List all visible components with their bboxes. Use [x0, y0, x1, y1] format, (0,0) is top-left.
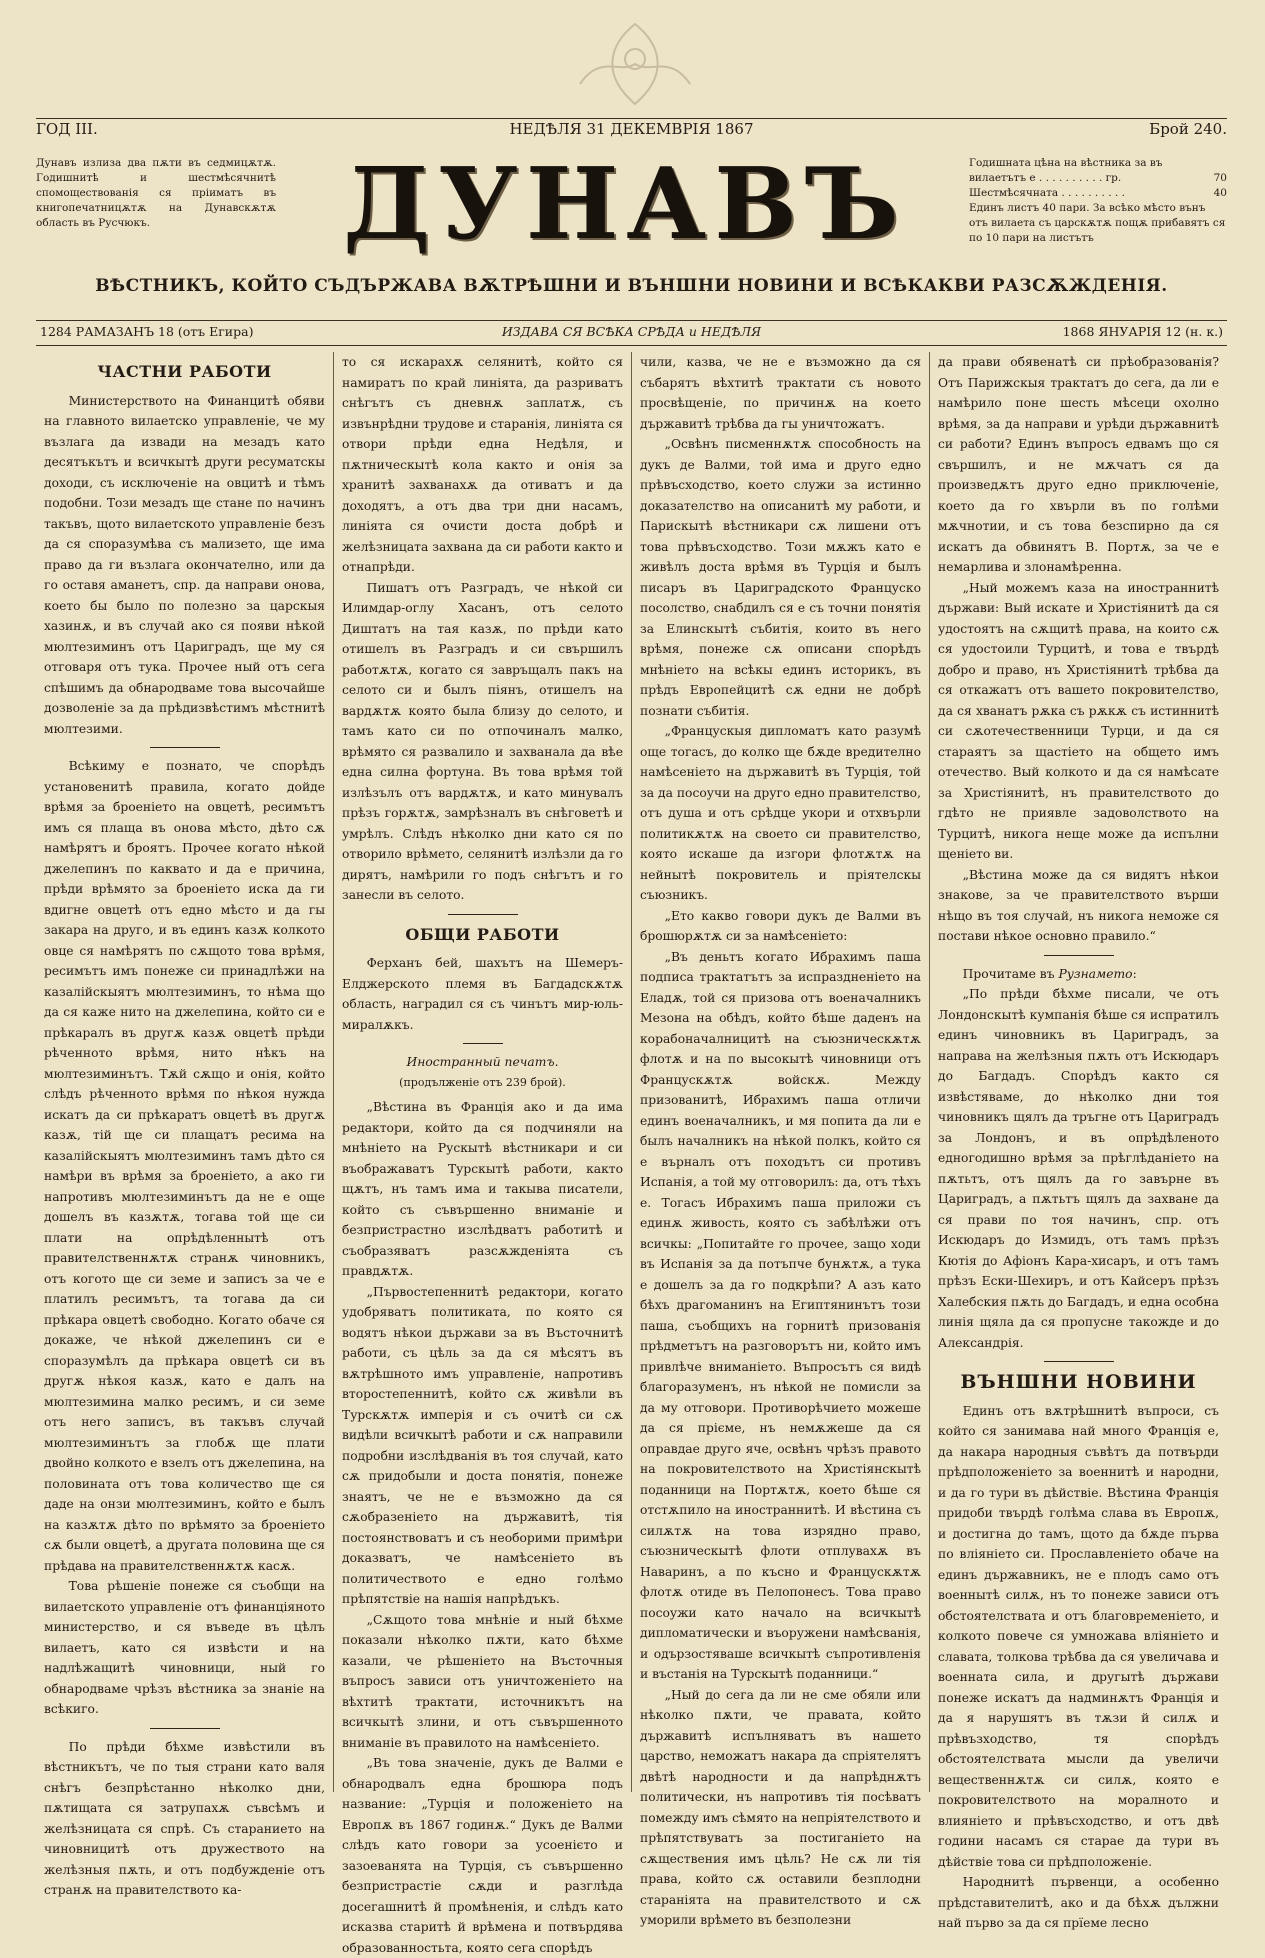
section-heading-general: ОБЩИ РАБОТИ	[405, 924, 560, 944]
article-paragraph: да прави обявенатѣ си прѣобразованія? Отъ Парижскыя трактатъ до сега, да ли е намѣрило поне шесть мѣсеци охолно врѣмя, за да направи и урѣди държавнитѣ си работи? Единъ въпросъ едвамъ що ся свършилъ, и не мѫчатъ ся да произведѫтъ друго едно приключеніе, което да го хвърли въ по голѣми мѫчнотии, и съ това безспирно да ся искатъ да обвинятъ В. Портѫ, за че е немарлива и злонамѣренна.	[938, 355, 1219, 574]
divider	[1044, 1361, 1114, 1362]
column-1	[36, 352, 334, 1897]
article-paragraph: „Вѣстина въ Франція ако и да има редактори, който да ся подчиняли на мнѣніето на Рускытѣ вѣстникари и си въображаватъ Турскытѣ работи, както щѫтъ, нъ тамъ има и такыва писатели, който съ съвършенно вниманіе и безпристрастно изслѣдватъ работитѣ и съобразяватъ разсѫжденіята съ правдѫтѫ.	[342, 1100, 623, 1278]
article-paragraph: Всѣкиму е познато, че спорѣдъ установенитѣ правила, когато дойде врѣмя за броеніето на овцетѣ, ресимътъ имъ ся плаща въ онова мѣсто, дѣто сѫ намѣрятъ и броятъ. Прочее когато нѣкой джелепинъ по каквато и да е причина, прѣди врѣмято за броеніето иска да ги вдигне овцетѣ отъ едно мѣсто и да гы закара на друго, и въ единъ казѫ колкото овце ся намѣрятъ по сѫщото това врѣмя, ресимътъ имъ понеже си принадлѣжи на казалійскыятъ мюлтезиминъ, то нѣма що да ся каже нито на джелепина, който си е прѣкаралъ въ другѫ казѫ овцетѣ прѣди рѣченното врѣмя, нито нѣкъ на мюлтезиминътъ. Тѫй сѫщо и онія, който слѣдъ рѣченното врѣмя по нѣкоя нужда искатъ да си прѣкаратъ овцетѣ въ другѫ казѫ, тій ще си плащатъ ресима на казалійскыятъ мюлтезиминъ тамъ дѣто ся намѣри въ врѣмя за броеніето, а ако ги напротивъ мюлтезиминътъ да не е още дошелъ въ казѫтѫ, тогава той ще си плати на опрѣдѣленнытѣ отъ правителственнѫтѫ странѫ чиновникъ, отъ когото ще си земе и записъ за че е платилъ ресимътъ, та тогава да си прѣкара овцетѣ свободно. Когато обаче ся докаже, че нѣкой джелепинъ си е споразумѣлъ да прѣкара овцетѣ си въ другѫ нѣкоя казѫ, като е далъ на мюлтезимина малко ресимъ, и си земе отъ него записъ, въ такъвъ случай мюлтезиминътъ за глобѫ ще плати двойно колкото е взелъ отъ джелепина, на половината отъ това количество ще ся даде на онзи мюлтезиминъ, който е былъ на казѫтѫ дѣто по врѣмято за броеніето сѫ были овцетѣ, а другата половина ще ся прѣдава на правителственнѫтѫ касѫ.	[44, 759, 325, 1573]
article-paragraph: Министерството на Финанцитѣ обяви на главното вилаетско управленіе, че му възлага да извади на мезадъ като десятъкътъ и всичкытѣ други ресуматскы доходи, съ исключеніе на овцитѣ и тѣмъ подобни. Този мезадъ ще стане по начинъ такъвъ, щото вилаетското управленіе безъ да ся споразумѣва съ мализето, ще има право да ги възлага окончателно, или да го оставя аманетъ, спр. да направи онова, което бы было по полезно за царскыя хазинѫ, и въ случай ако ся появи нѣкой мюлтезиминъ отъ Цариградъ, ще му ся отговаря отъ тука. Прочее ный отъ сега спѣшимъ да обнародваме това высочайше дозволеніе за да прѣдизвѣстимъ мѣстнитѣ мюлтезими.	[44, 393, 325, 736]
intro-colon: :	[1132, 966, 1137, 981]
price-halfyear-value: 40	[1213, 187, 1227, 199]
article-paragraph: чили, казва, че не е възможно да ся събарятъ вѣхтитѣ трактати съ новото просвѣщеніе, по причинѫ на което държавитѣ трѣбва да гы уничтожатъ.	[640, 355, 921, 431]
price-row-annual	[969, 171, 1227, 186]
article-paragraph: „Освѣнъ писменнѫтѫ способность на дукъ де Валми, той има и друго едно прѣвъсходство, което служи за истинно доказателство на описанитѣ му работи, и Парискытѣ вѣстникари сѫ лишени отъ това прѣвъсходство. Този мѫжъ като е живѣлъ доста врѣмя въ Турція и былъ писаръ въ Цариградското Францускo посолство, снабдилъ ся е съ точни понятія за Елинскытѣ събитія, които въ него врѣмя, понеже сѫ описани спорѣдъ мнѣніето на всѣкы единъ историкъ, въ прѣдъ Европейцитѣ сѫ едни не добрѣ познати събитія.	[640, 437, 921, 718]
price-row-halfyear	[969, 186, 1227, 201]
crest-ornament-icon	[540, 14, 730, 114]
top-line	[36, 120, 1227, 142]
article-paragraph: „Първостепеннитѣ редактори, когато удобряватъ политиката, по която ся водятъ нѣкои държави за въ Въсточнитѣ работи, съ цѣль за да ся мѣсятъ въ вѫтрѣшното имъ управленіе, напротивъ второстепеннитѣ, който сѫ живѣли въ Турскѫтѫ имперія и съ очитѣ си сѫ видѣли всичкытѣ работи и сѫ направили подробни изслѣдванія въ тоя случай, като сѫ придобыли и доста понятія, понеже знаятъ, че не е възможно да ся сѫобразеніето на държавитѣ, тія постоянствоватъ и съ необорими примѣри доказватъ, че намѣсеніето въ политичеството е едно голѣмо прѣпятствіе на нашія напрѣдъкъ.	[342, 1284, 623, 1606]
article-paragraph: Ферханъ бей, шахътъ на Шемеръ-Елджерското племя въ Багдадскѫтѫ область, наградил ся съ чинътъ мир-юль-миралѫкъ.	[342, 956, 623, 1032]
newspaper-title: ДУНАВЪ	[343, 147, 907, 262]
article-paragraph: „Ный до сега да ли не сме обяли или нѣколко пѫти, че правата, който държавитѣ испълняватъ въ нашето царство, неможатъ накара да спріятелятъ двѣтѣ народности и да напрѣднѫтъ политически, нъ напротивъ тія посѣватъ помежду имъ сѣмято на непріятелството и прѣпятствуватъ за постиганіето на сѫществения имъ цѣль? Не сѫ ли тія права, който сѫ оставили безплодни стараніята на правителството и сѫ уморили врѣмето въ безполезни	[640, 1687, 921, 1927]
article-paragraph: Единъ отъ вѫтрѣшнитѣ въпроси, съ който ся занимава най много Франція е, да накара народныя съвѣтъ да потвърди прѣдположеніето за военнитѣ и народни, и да го тури въ дѣйствіе. Вѣстина Франція придоби твърдѣ голѣма слава въ Европѫ, и достигна до тамъ, щото да бѫде първа по вліяніето си. Прославленіето обаче на единъ държавникъ, не е плодъ само отъ военнытѣ силѫ, нъ то понеже зависи отъ обстоятелствата и отъ благовременіето, и колкото повече ся умножава вліяніето и славата, толкова трѣбва да ся увеличава и военната сила, и другытѣ държави понеже искатъ да надминѫтъ Франція и да я нарушятъ въ тѫзи й силѫ и прѣвъзходство, тя спорѣдъ обстоятелствата мысли да увеличи вещественнѫтѫ си силѫ, която е покровителството на моралното и влияніето и прѣвъсходство, и отъ двѣ години насамъ ся старае да тури въ дѣйствіе това си прѣдположеніе.	[938, 1403, 1219, 1869]
article-paragraph: Народнитѣ първенци, а особенно прѣдставителитѣ, ако и да бѣхѫ дължни най първо за да ся прїеме лесно	[938, 1875, 1219, 1930]
price-line-1: Годишната цѣна на вѣстника за въ	[969, 157, 1163, 169]
section-heading-private: ЧАСТНИ РАБОТИ	[97, 362, 272, 381]
continuation-note: (продълженіе отъ 239 брой).	[399, 1075, 566, 1089]
article-paragraph: „Сѫщото това мнѣніе и ный бѣхме показали нѣколко пѫти, като бѣхме казали, че рѣшеніето на Въсточныя въпросъ зависи отъ уничтоженіето на вѣхтитѣ трактати, источникътъ на всичкытѣ злини, и отъ съвършенното вниманіе въ правилото на намѣсеніето.	[342, 1612, 623, 1750]
divider	[150, 747, 220, 748]
issue-date: НЕДѢЛЯ 31 ДЕКЕМВРІЯ 1867	[509, 120, 754, 138]
article-paragraph: то ся искарахѫ селянитѣ, който ся намиратъ по край линіята, да разриватъ снѣгътъ съ дневнѫ заплатѫ, съ извънрѣдни трудове и старанія, линіята ся отвори прѣди една Недѣля, и пѫтническытѣ кола както и онія за хранитѣ захванахѫ да отиватъ и да доходятъ, а отъ два три дни насамъ, линіята ся очисти доста добрѣ и желѣзницата захвана да си работи както и отнапрѣди.	[342, 355, 623, 574]
price-annual-label: вилаетътъ е . . . . . . . . . . гр.	[969, 172, 1122, 184]
dateline-bar	[36, 320, 1227, 346]
divider	[1044, 955, 1114, 956]
gregorian-date: 1868 ЯНУАРІЯ 12 (н. к.)	[1062, 324, 1223, 339]
divider	[463, 1043, 503, 1044]
article-paragraph: „Вѣстина може да ся видятъ нѣкои знакове, за че правителството върши нѣщо въ тоя случай, нъ никога неможе ся постави нѣкое основно правило.“	[938, 867, 1219, 943]
top-rule	[36, 118, 1227, 119]
issue-number: Брой 240.	[1149, 120, 1227, 138]
price-line-4: Единъ листъ 40 пари. За всѣко мѣсто вънъ отъ вилаета съ царскѫтѫ пощѫ прибавятъ ся по 10 пари на листътъ	[969, 202, 1226, 244]
divider	[448, 914, 518, 915]
hijri-date: 1284 РАМАЗАНЪ 18 (отъ Егира)	[40, 324, 254, 339]
price-annual-value: 70	[1213, 172, 1227, 184]
publication-schedule: ИЗДАВА СЯ ВСѢКА СРѢДА и НЕДѢЛЯ	[501, 324, 762, 339]
article-paragraph-intro	[938, 964, 1219, 985]
masthead	[36, 148, 1227, 318]
article-paragraph: Пишатъ отъ Разградъ, че нѣкой си Илимдар-оглу Хасанъ, отъ селото Диштатъ на тая казѫ, по прѣди като отишелъ въ Разградъ и си свършилъ работѫтѫ, когато ся завръщалъ пакъ на селото си и былъ піянъ, отишелъ на вардѫтѫ която была близу до селото, и тамъ като си по отпочиналъ малко, врѣмято ся развалило и захванала да вѣе една силна фортуна. Въ това врѣмя той излѣзълъ отъ вардѫтѫ, и като минувалъ прѣзъ горѫтѫ, замрѣзналъ въ снѣговетѣ и умрѣлъ. Слѣдъ нѣколко дни като ся по отворило врѣмето, селянитѣ излѣзли да го дирятъ, намѣрили го подъ снѣгътъ и го занесли въ селото.	[342, 580, 623, 902]
section-heading-foreign: ВЪНШНИ НОВИНИ	[960, 1371, 1197, 1393]
article-paragraph: „Въ деньтъ когато Ибрахимъ паша подписа трактатътъ за испраздненіето на Еладѫ, той ся призова отъ военачалникъ Мезона на обѣдъ, който бѣше даденъ на корабоначалницитѣ на съюзническѫтѫ флотѫ и на по высокытѣ чиновници отъ Францускѫтѫ войскѫ. Между призованитѣ, Ибрахимъ паша отличи единъ военачалникъ, и мя попита да ли е былъ началникъ на нѣкой полкъ, който ся е върналъ отъ походътъ си противъ Испанія, а той му отговорилъ: да, отъ тѣхъ е. Тогасъ Ибрахимъ паша приложи съ единѫ живость, която съ забѣлѣжи отъ всичкы: „Попитайте го прочее, защо ходи въ Испанія за да потъпче бунѫтѫ, а тука е дошелъ за да го подкрѣпи? А азъ като бѣхъ драгоманинъ на Египтянинътъ този паша, съобщихъ на горнитѣ призованія прѣдметътъ на разговорътъ ни, който имъ привлѣче вниманіето. Въпросътъ ся видѣ благоразуменъ, нъ нѣкой не помисли за да му отговори. Противорѣчието можеше да ся прієме, нъ немѫжеше да ся оправдае друго яче, освѣнъ чрѣзъ правото на покровителството на Христіянскытѣ поданници на Портѫтѫ, което бѣше ся отстѫпило на иностраннитѣ. И вѣстина съ силѫтѫ на това изрядно право, съюзническытѣ флоти отплувахѫ въ Наваринъ, а по късно и Францускѫтѫ флотѫ отиде въ Пелопонесъ. Това право посоужи като начало на всичкытѣ дипломатически и въоружени намѣсванія, и одързостяваше всичкытѣ съпротивленія и въстанія на Турскытѣ поданници.“	[640, 949, 921, 1681]
year-label: ГОД III.	[36, 120, 98, 138]
price-halfyear-label: Шестмѣсячната . . . . . . . . . .	[969, 187, 1125, 199]
divider	[150, 1728, 220, 1729]
foreign-press-label: Иностранный печатъ.	[406, 1055, 559, 1069]
intro-text: Прочитаме въ	[962, 966, 1059, 981]
subscription-prices	[969, 156, 1227, 246]
article-paragraph: „По прѣди бѣхме писали, че отъ Лондонскытѣ кумпанія бѣше ся испратилъ единъ чиновникъ въ Цариградъ, за направа на желѣзныя пѫть отъ Искюдаръ до Багдадъ. Спорѣдъ както ся извѣстяваме, до нѣколко дни тоя чиновникъ щялъ да тръгне отъ Цариградъ за Лондонъ, и въ опрѣдѣленото едногодишно врѣмя за прѣглѣданіето на пѫтьтъ, отъ щялъ да го завърне въ Цариградъ, а пѫтьтъ щялъ да захване да ся прави по тоя начинъ, спр. отъ Искюдаръ до Измидъ, отъ тамъ прѣзъ Кютія до Афіонъ Кара-хисаръ, и отъ тамъ прѣзъ Ески-Шехиръ, и отъ Кайсеръ прѣзъ Халебския пѫть до Багдадъ, и една особна линія щяла да ся пропусне такожде и до Александрія.	[938, 987, 1219, 1350]
article-paragraph: Това рѣшеніе понеже ся съобщи на вилаетското управленіе отъ финанціяното министерство, и ся въведе въ цѣлъ вилаетъ, като ся извѣсти и на надлѣжащитѣ чиновници, ный го обнародваме чрѣзъ вѣстника за знаніе на всѣкиго.	[44, 1579, 325, 1716]
column-3	[632, 352, 930, 1927]
column-2	[334, 352, 632, 1955]
article-columns	[36, 352, 1227, 1955]
article-paragraph: „Ный можемъ каза на иностраннитѣ държави: Вый искате и Христіянитѣ да ся удостоятъ на сѫщитѣ права, на които сѫ ся удостоили Турцитѣ, и това е твърдѣ добро и право, нъ Христіянитѣ трѣбва да ся откажатъ отъ вашето покровителство, да ся хванатъ рѫка съ рѫкѫ съ истиннитѣ си сѫотечественници Турци, и да ся стараятъ за щастіето на общето имъ отечество. Вый колкото и да ся намѣсате за Христіянитѣ, нъ правителството до гдѣто не приявле задоволството на Турцитѣ, никога неще може да испълни щеніето ви.	[938, 580, 1219, 861]
source-name: Рузнамето	[1058, 966, 1133, 981]
newspaper-subtitle: ВѢСТНИКЪ, КОЙТО СЪДЪРЖАВА ВѪТРѢШНИ И ВЪНШНИ НОВИНИ И ВСѢКАКВИ РАЗСѪЖДЕНІЯ.	[95, 276, 1168, 296]
column-4	[930, 352, 1227, 1930]
article-paragraph: „Францускыя дипломатъ като разумѣ още тогасъ, до колко ще бѫде вредително намѣсеніето на държавитѣ въ Турція, той за да посоучи на друго едно правителство, отъ душа и отъ срѣдце укори и отхвърли политикѫтѫ на своето си правителство, която искаше да изгори флотѫтѫ на нейнытѣ покровитель и пріятелскы съюзникъ.	[640, 724, 921, 902]
article-paragraph: По прѣди бѣхме извѣстили въ вѣстникътъ, че по тыя страни като валя снѣгъ безпрѣстанно нѣколко дни, пѫтищата ся затрупахѫ съвсѣмъ и желѣзницата ся спрѣ. Съ старанието на чиновницитѣ отъ дружеството на желѣзныя пѫть, и отъ подбужденіе отъ странѫ на правителството ка-	[44, 1739, 325, 1897]
article-paragraph: „Въ това значеніе, дукъ де Валми е обнародвалъ една брошюра подъ название: „Турція и положеніето на Европѫ въ 1867 годинѫ.“ Дукъ де Валми слѣдъ като говори за усоенієто и зазоеванята на Турція, съ съвършенно безпристрастіе сѫди и разглѣда досегашнитѣ й промѣненія, и слѣдъ като исказва старитѣ й врѣмена и потвърдява образованностьта, която сега спорѣдъ	[342, 1756, 623, 1955]
publication-note: Дунавъ излиза два пѫти въ седмицѫтѫ. Годишнитѣ и шестмѣсячнитѣ спомоществованія ся пріиматъ въ книгопечатницѫтѫ на Дунавскѫтѫ область въ Русчюкъ.	[36, 157, 276, 229]
article-paragraph: „Ето какво говори дукъ де Валми въ брошюрѫтѫ си за намѣсеніето:	[640, 908, 921, 943]
